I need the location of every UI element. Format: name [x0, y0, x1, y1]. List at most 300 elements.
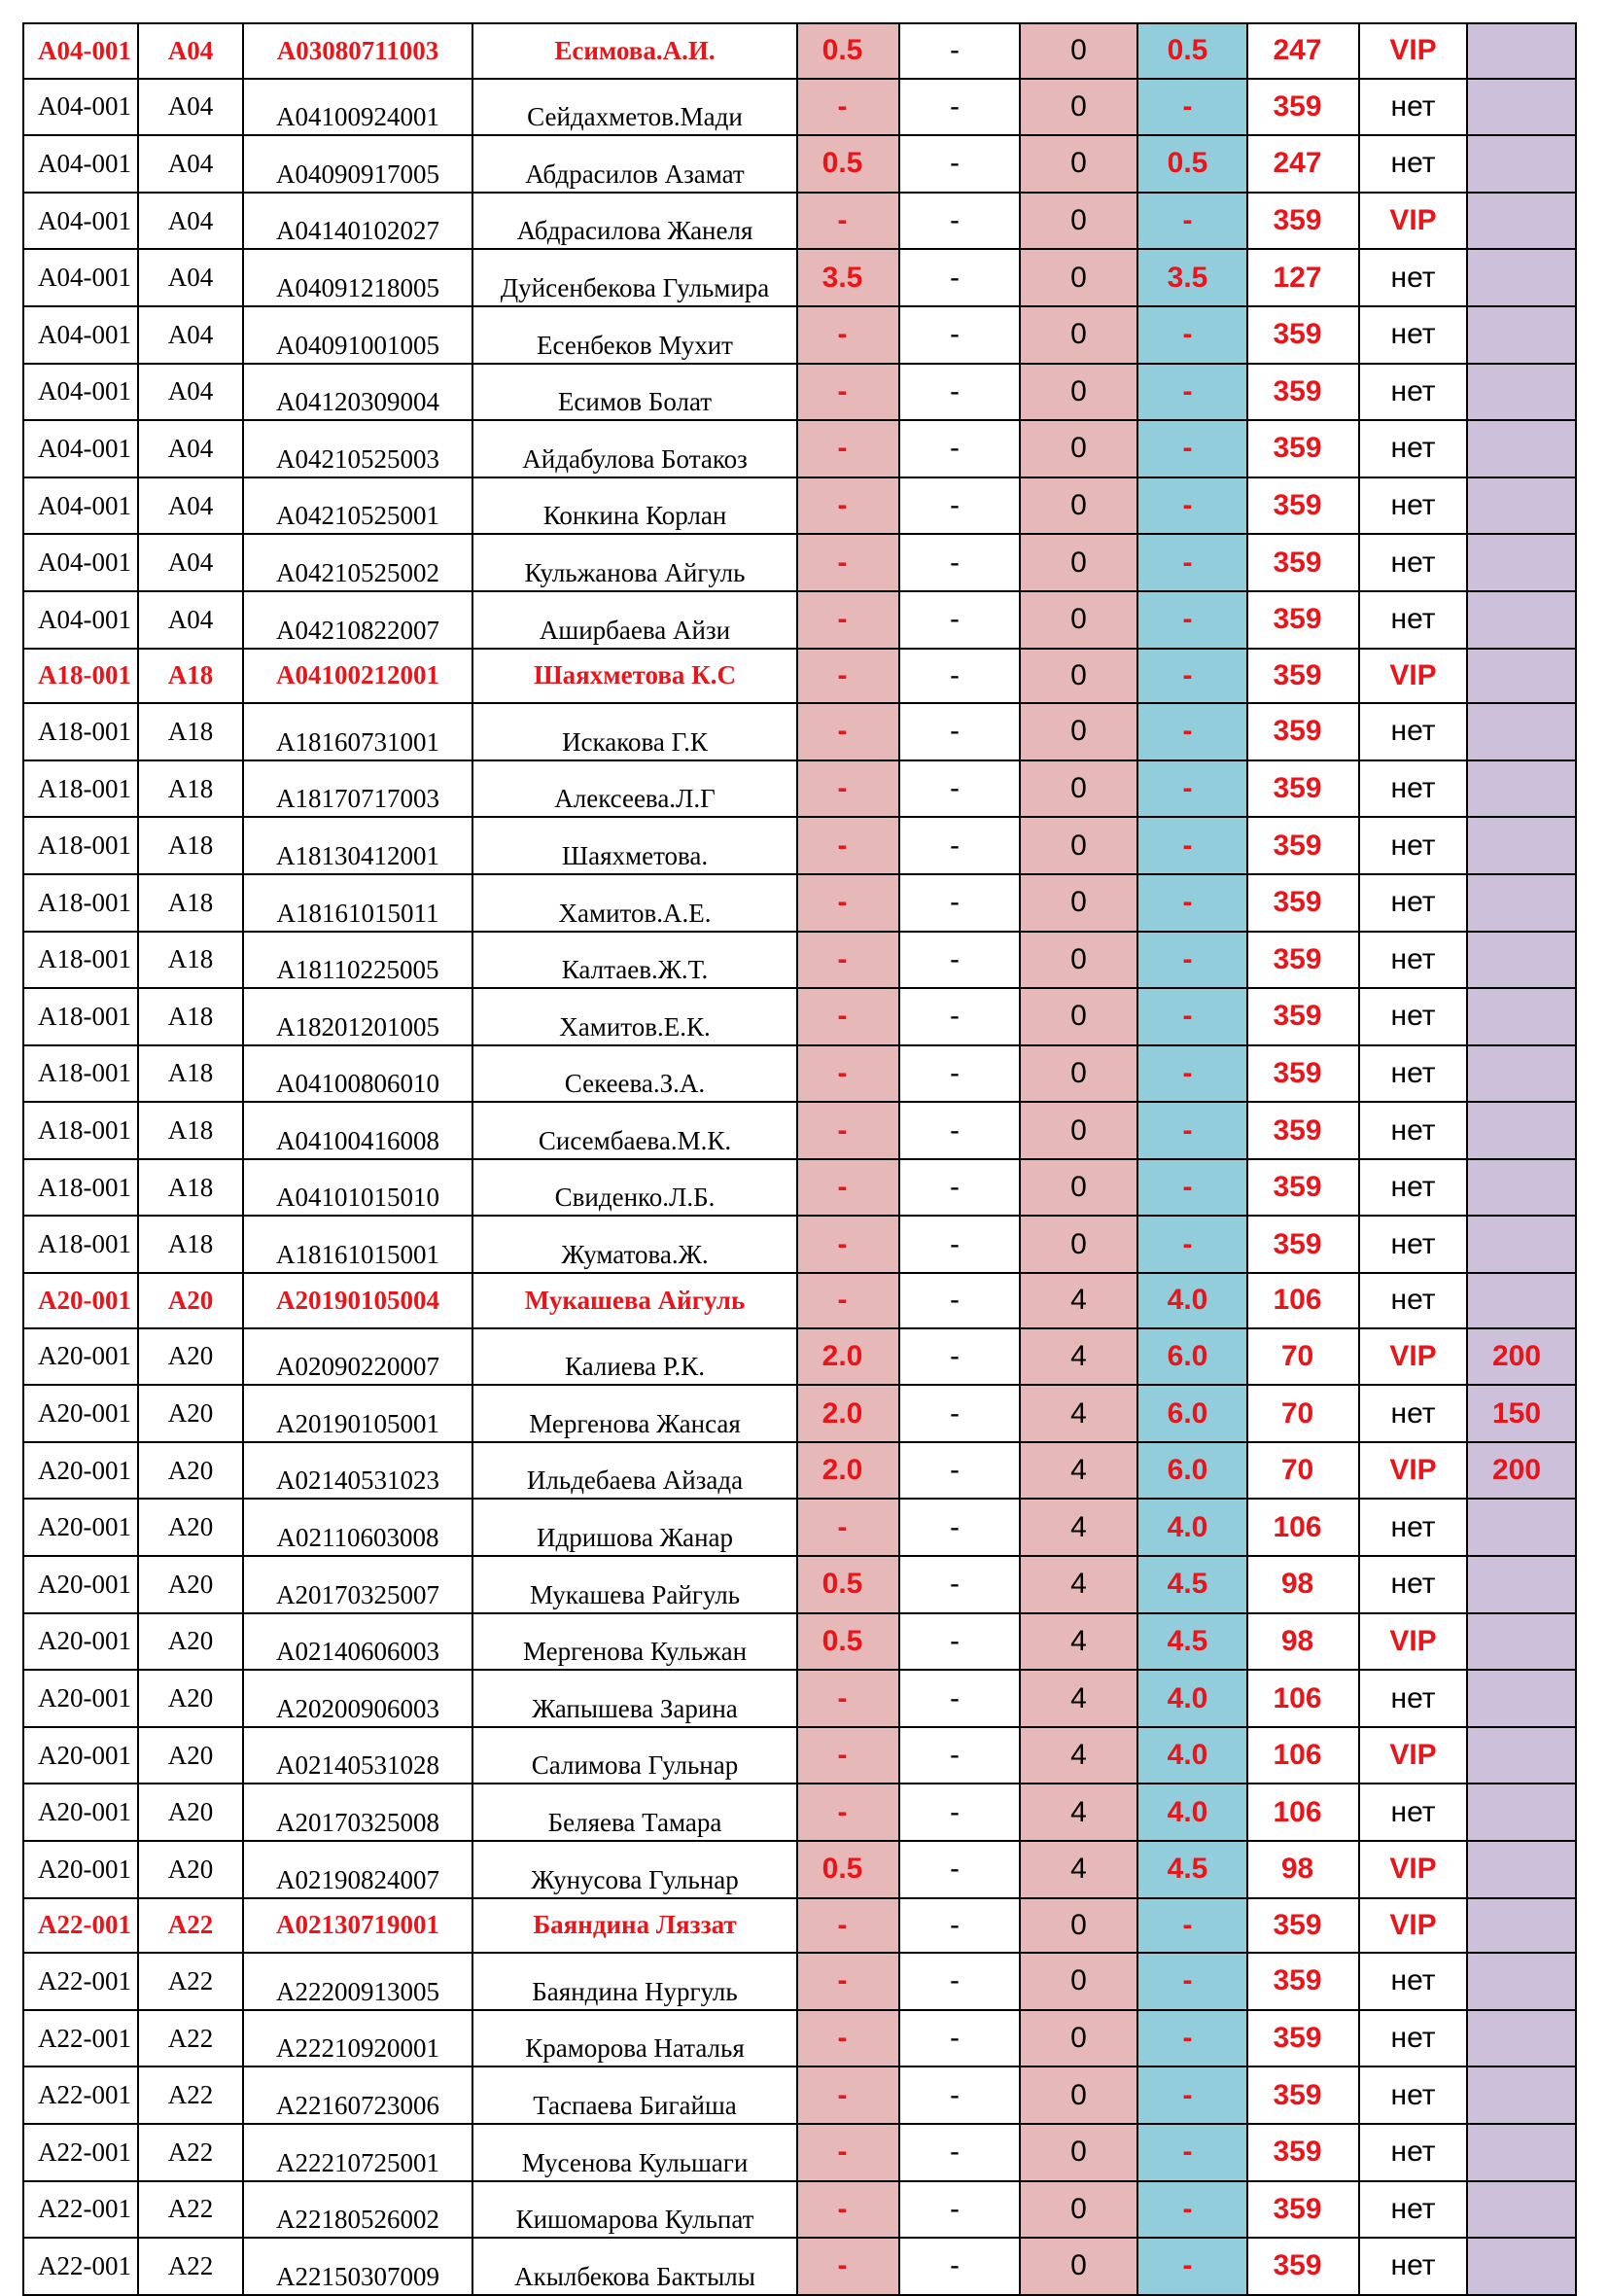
value-3-cell: 4	[1020, 1499, 1137, 1556]
value-2-cell: -	[899, 135, 1020, 193]
value-2-cell: -	[899, 649, 1020, 704]
value-2-cell: -	[899, 1273, 1020, 1328]
vip-status-cell: нет	[1359, 2010, 1467, 2067]
table-row	[23, 703, 1576, 760]
value-3-cell: 0	[1020, 591, 1137, 649]
total-value-cell: -	[1137, 477, 1247, 535]
group-code-cell: A04	[138, 534, 243, 591]
member-id-cell: A18110225005	[243, 932, 472, 989]
group-code-cell: A04	[138, 135, 243, 193]
vip-status-cell: нет	[1359, 1385, 1467, 1442]
vip-status-cell: нет	[1359, 1159, 1467, 1217]
vip-status-cell: VIP	[1359, 193, 1467, 250]
bonus-cell	[1467, 23, 1576, 79]
value-3-cell: 4	[1020, 1784, 1137, 1841]
value-1-cell: -	[797, 2066, 899, 2124]
value-2-cell: -	[899, 249, 1020, 306]
value-2-cell: -	[899, 2238, 1020, 2295]
group-code-cell: A20	[138, 1784, 243, 1841]
total-value-cell: -	[1137, 874, 1247, 932]
table-row	[23, 306, 1576, 364]
rank-value-cell: 70	[1247, 1385, 1359, 1442]
total-value-cell: -	[1137, 1216, 1247, 1273]
group-code-cell: A04	[138, 591, 243, 649]
bonus-cell	[1467, 1102, 1576, 1159]
rank-value-cell: 106	[1247, 1499, 1359, 1556]
department-code-cell: A04-001	[23, 591, 138, 649]
member-name-cell: Есимова.А.И.	[472, 23, 797, 79]
department-code-cell: A18-001	[23, 760, 138, 818]
value-2-cell: -	[899, 988, 1020, 1045]
rank-value-cell: 359	[1247, 1898, 1359, 1954]
total-value-cell: 4.5	[1137, 1841, 1247, 1898]
member-id-cell: A18170717003	[243, 760, 472, 818]
department-code-cell: A20-001	[23, 1613, 138, 1671]
bonus-cell	[1467, 1159, 1576, 1217]
rank-value-cell: 359	[1247, 932, 1359, 989]
bonus-cell	[1467, 1670, 1576, 1727]
total-value-cell: 3.5	[1137, 249, 1247, 306]
member-name-cell: Таспаева Бигайша	[472, 2066, 797, 2124]
vip-status-cell: VIP	[1359, 649, 1467, 704]
member-id-cell: A04100212001	[243, 649, 472, 704]
member-id-cell: A02110603008	[243, 1499, 472, 1556]
member-name-cell: Жунусова Гульнар	[472, 1841, 797, 1898]
value-3-cell: 0	[1020, 420, 1137, 477]
bonus-cell	[1467, 760, 1576, 818]
vip-status-cell: нет	[1359, 591, 1467, 649]
member-id-cell: A20170325008	[243, 1784, 472, 1841]
member-id-cell: A04100924001	[243, 79, 472, 136]
value-1-cell: 0.5	[797, 23, 899, 79]
member-name-cell: Салимова Гульнар	[472, 1727, 797, 1784]
group-code-cell: A04	[138, 420, 243, 477]
table-row	[23, 2124, 1576, 2181]
total-value-cell: -	[1137, 1102, 1247, 1159]
bonus-cell	[1467, 2238, 1576, 2295]
vip-status-cell: нет	[1359, 1556, 1467, 1613]
department-code-cell: A22-001	[23, 2010, 138, 2067]
total-value-cell: -	[1137, 760, 1247, 818]
member-name-cell: Краморова Наталья	[472, 2010, 797, 2067]
value-1-cell: 2.0	[797, 1328, 899, 1386]
table-row	[23, 79, 1576, 136]
group-code-cell: A22	[138, 2010, 243, 2067]
total-value-cell: -	[1137, 932, 1247, 989]
total-value-cell: -	[1137, 1898, 1247, 1954]
value-3-cell: 0	[1020, 193, 1137, 250]
value-3-cell: 0	[1020, 817, 1137, 874]
bonus-cell: 150	[1467, 1385, 1576, 1442]
department-code-cell: A04-001	[23, 193, 138, 250]
value-1-cell: -	[797, 817, 899, 874]
value-2-cell: -	[899, 591, 1020, 649]
vip-status-cell: нет	[1359, 1784, 1467, 1841]
total-value-cell: 4.5	[1137, 1613, 1247, 1671]
value-2-cell: -	[899, 1898, 1020, 1954]
total-value-cell: -	[1137, 1159, 1247, 1217]
value-3-cell: 4	[1020, 1841, 1137, 1898]
group-code-cell: A18	[138, 703, 243, 760]
member-id-cell: A18161015011	[243, 874, 472, 932]
department-code-cell: A18-001	[23, 988, 138, 1045]
department-code-cell: A22-001	[23, 2066, 138, 2124]
group-code-cell: A04	[138, 306, 243, 364]
total-value-cell: -	[1137, 420, 1247, 477]
group-code-cell: A20	[138, 1613, 243, 1671]
value-2-cell: -	[899, 1442, 1020, 1500]
value-3-cell: 0	[1020, 874, 1137, 932]
group-code-cell: A18	[138, 1216, 243, 1273]
value-3-cell: 0	[1020, 249, 1137, 306]
value-2-cell: -	[899, 1045, 1020, 1103]
bonus-cell	[1467, 1953, 1576, 2010]
group-code-cell: A18	[138, 1045, 243, 1103]
member-id-cell: A20170325007	[243, 1556, 472, 1613]
total-value-cell: -	[1137, 79, 1247, 136]
department-code-cell: A22-001	[23, 2124, 138, 2181]
vip-status-cell: VIP	[1359, 1841, 1467, 1898]
member-name-cell: Абдрасилова Жанеля	[472, 193, 797, 250]
member-table	[22, 22, 1577, 2296]
table-row	[23, 1442, 1576, 1500]
value-1-cell: -	[797, 932, 899, 989]
value-3-cell: 4	[1020, 1442, 1137, 1500]
table-row	[23, 364, 1576, 421]
member-id-cell: A22200913005	[243, 1953, 472, 2010]
member-id-cell: A04210822007	[243, 591, 472, 649]
value-2-cell: -	[899, 703, 1020, 760]
total-value-cell: 0.5	[1137, 23, 1247, 79]
member-name-cell: Дуйсенбекова Гульмира	[472, 249, 797, 306]
value-3-cell: 0	[1020, 2010, 1137, 2067]
vip-status-cell: нет	[1359, 534, 1467, 591]
table-row	[23, 1613, 1576, 1671]
value-1-cell: -	[797, 703, 899, 760]
value-1-cell: 0.5	[797, 1613, 899, 1671]
bonus-cell	[1467, 2066, 1576, 2124]
member-id-cell: A20200906003	[243, 1670, 472, 1727]
vip-status-cell: нет	[1359, 1273, 1467, 1328]
value-3-cell: 0	[1020, 1102, 1137, 1159]
department-code-cell: A20-001	[23, 1328, 138, 1386]
department-code-cell: A20-001	[23, 1442, 138, 1500]
table-row	[23, 1556, 1576, 1613]
value-3-cell: 0	[1020, 23, 1137, 79]
vip-status-cell: нет	[1359, 2066, 1467, 2124]
department-code-cell: A22-001	[23, 2181, 138, 2239]
rank-value-cell: 359	[1247, 534, 1359, 591]
value-2-cell: -	[899, 420, 1020, 477]
member-id-cell: A04120309004	[243, 364, 472, 421]
bonus-cell	[1467, 2124, 1576, 2181]
vip-status-cell: нет	[1359, 1953, 1467, 2010]
value-3-cell: 0	[1020, 1216, 1137, 1273]
value-1-cell: -	[797, 1273, 899, 1328]
rank-value-cell: 98	[1247, 1613, 1359, 1671]
vip-status-cell: нет	[1359, 306, 1467, 364]
value-1-cell: -	[797, 1670, 899, 1727]
member-id-cell: A04210525003	[243, 420, 472, 477]
total-value-cell: -	[1137, 591, 1247, 649]
member-name-cell: Хамитов.Е.К.	[472, 988, 797, 1045]
vip-status-cell: нет	[1359, 1670, 1467, 1727]
bonus-cell	[1467, 1216, 1576, 1273]
total-value-cell: -	[1137, 2124, 1247, 2181]
value-1-cell: -	[797, 874, 899, 932]
bonus-cell	[1467, 1556, 1576, 1613]
value-2-cell: -	[899, 534, 1020, 591]
member-id-cell: A22210725001	[243, 2124, 472, 2181]
rank-value-cell: 106	[1247, 1784, 1359, 1841]
value-2-cell: -	[899, 1102, 1020, 1159]
table-row	[23, 1045, 1576, 1103]
group-code-cell: A22	[138, 1953, 243, 2010]
value-2-cell: -	[899, 306, 1020, 364]
value-1-cell: -	[797, 79, 899, 136]
value-1-cell: 2.0	[797, 1442, 899, 1500]
table-row	[23, 988, 1576, 1045]
rank-value-cell: 359	[1247, 2124, 1359, 2181]
value-2-cell: -	[899, 760, 1020, 818]
total-value-cell: 4.0	[1137, 1727, 1247, 1784]
rank-value-cell: 70	[1247, 1442, 1359, 1500]
bonus-cell	[1467, 193, 1576, 250]
vip-status-cell: нет	[1359, 817, 1467, 874]
value-1-cell: -	[797, 2238, 899, 2295]
member-id-cell: A04100806010	[243, 1045, 472, 1103]
member-id-cell: A03080711003	[243, 23, 472, 79]
value-1-cell: -	[797, 477, 899, 535]
member-id-cell: A02090220007	[243, 1328, 472, 1386]
rank-value-cell: 359	[1247, 364, 1359, 421]
value-1-cell: -	[797, 1045, 899, 1103]
value-1-cell: -	[797, 1953, 899, 2010]
value-1-cell: -	[797, 1727, 899, 1784]
table-row	[23, 1784, 1576, 1841]
department-code-cell: A20-001	[23, 1556, 138, 1613]
bonus-cell	[1467, 703, 1576, 760]
table-row	[23, 477, 1576, 535]
bonus-cell	[1467, 1045, 1576, 1103]
group-code-cell: A18	[138, 1102, 243, 1159]
bonus-cell	[1467, 477, 1576, 535]
member-name-cell: Идришова Жанар	[472, 1499, 797, 1556]
table-row	[23, 932, 1576, 989]
department-code-cell: A04-001	[23, 23, 138, 79]
rank-value-cell: 359	[1247, 193, 1359, 250]
department-code-cell: A20-001	[23, 1273, 138, 1328]
value-1-cell: -	[797, 1102, 899, 1159]
member-id-cell: A22210920001	[243, 2010, 472, 2067]
bonus-cell	[1467, 534, 1576, 591]
department-code-cell: A04-001	[23, 364, 138, 421]
total-value-cell: -	[1137, 817, 1247, 874]
total-value-cell: -	[1137, 1953, 1247, 2010]
member-name-cell: Мукашева Айгуль	[472, 1273, 797, 1328]
group-code-cell: A04	[138, 23, 243, 79]
table-row	[23, 1216, 1576, 1273]
value-3-cell: 4	[1020, 1670, 1137, 1727]
rank-value-cell: 359	[1247, 2010, 1359, 2067]
rank-value-cell: 359	[1247, 420, 1359, 477]
group-code-cell: A20	[138, 1328, 243, 1386]
group-leader-row	[23, 1273, 1576, 1328]
group-code-cell: A20	[138, 1499, 243, 1556]
bonus-cell	[1467, 649, 1576, 704]
group-code-cell: A18	[138, 1159, 243, 1217]
group-leader-row	[23, 649, 1576, 704]
value-2-cell: -	[899, 1953, 1020, 2010]
value-3-cell: 0	[1020, 364, 1137, 421]
member-name-cell: Конкина Корлан	[472, 477, 797, 535]
bonus-cell	[1467, 2010, 1576, 2067]
value-1-cell: -	[797, 2010, 899, 2067]
member-name-cell: Ильдебаева Айзада	[472, 1442, 797, 1500]
bonus-cell	[1467, 306, 1576, 364]
member-id-cell: A18130412001	[243, 817, 472, 874]
table-row	[23, 1328, 1576, 1386]
department-code-cell: A04-001	[23, 79, 138, 136]
group-code-cell: A04	[138, 193, 243, 250]
rank-value-cell: 359	[1247, 79, 1359, 136]
vip-status-cell: нет	[1359, 364, 1467, 421]
group-code-cell: A04	[138, 249, 243, 306]
bonus-cell	[1467, 988, 1576, 1045]
member-name-cell: Свиденко.Л.Б.	[472, 1159, 797, 1217]
value-1-cell: -	[797, 193, 899, 250]
member-id-cell: A18201201005	[243, 988, 472, 1045]
department-code-cell: A18-001	[23, 874, 138, 932]
member-name-cell: Сейдахметов.Мади	[472, 79, 797, 136]
value-3-cell: 0	[1020, 306, 1137, 364]
value-3-cell: 4	[1020, 1385, 1137, 1442]
group-leader-row	[23, 1898, 1576, 1954]
group-code-cell: A20	[138, 1727, 243, 1784]
value-2-cell: -	[899, 1556, 1020, 1613]
value-1-cell: -	[797, 1898, 899, 1954]
vip-status-cell: нет	[1359, 932, 1467, 989]
group-code-cell: A22	[138, 2124, 243, 2181]
vip-status-cell: нет	[1359, 1045, 1467, 1103]
vip-status-cell: нет	[1359, 760, 1467, 818]
department-code-cell: A20-001	[23, 1784, 138, 1841]
department-code-cell: A20-001	[23, 1385, 138, 1442]
value-1-cell: -	[797, 1784, 899, 1841]
value-1-cell: -	[797, 760, 899, 818]
total-value-cell: -	[1137, 2238, 1247, 2295]
total-value-cell: 6.0	[1137, 1442, 1247, 1500]
table-row	[23, 2010, 1576, 2067]
total-value-cell: -	[1137, 534, 1247, 591]
total-value-cell: 4.5	[1137, 1556, 1247, 1613]
value-3-cell: 0	[1020, 79, 1137, 136]
value-2-cell: -	[899, 1159, 1020, 1217]
rank-value-cell: 359	[1247, 1159, 1359, 1217]
value-1-cell: -	[797, 364, 899, 421]
table-row	[23, 1385, 1576, 1442]
group-code-cell: A04	[138, 79, 243, 136]
member-name-cell: Абдрасилов Азамат	[472, 135, 797, 193]
table-row	[23, 534, 1576, 591]
bonus-cell	[1467, 249, 1576, 306]
rank-value-cell: 359	[1247, 306, 1359, 364]
department-code-cell: A04-001	[23, 306, 138, 364]
value-3-cell: 0	[1020, 703, 1137, 760]
total-value-cell: 0.5	[1137, 135, 1247, 193]
member-id-cell: A18161015001	[243, 1216, 472, 1273]
member-id-cell: A20190105001	[243, 1385, 472, 1442]
vip-status-cell: VIP	[1359, 1727, 1467, 1784]
value-3-cell: 0	[1020, 2181, 1137, 2239]
bonus-cell	[1467, 1898, 1576, 1954]
member-name-cell: Айдабулова Ботакоз	[472, 420, 797, 477]
member-name-cell: Аширбаева Айзи	[472, 591, 797, 649]
group-code-cell: A20	[138, 1841, 243, 1898]
value-2-cell: -	[899, 2124, 1020, 2181]
value-3-cell: 0	[1020, 649, 1137, 704]
value-3-cell: 4	[1020, 1556, 1137, 1613]
department-code-cell: A20-001	[23, 1841, 138, 1898]
bonus-cell	[1467, 420, 1576, 477]
group-code-cell: A22	[138, 2181, 243, 2239]
total-value-cell: -	[1137, 2010, 1247, 2067]
vip-status-cell: нет	[1359, 703, 1467, 760]
table-row	[23, 2066, 1576, 2124]
table-row	[23, 591, 1576, 649]
table-row	[23, 1727, 1576, 1784]
value-3-cell: 0	[1020, 1045, 1137, 1103]
department-code-cell: A18-001	[23, 1159, 138, 1217]
member-name-cell: Мергенова Кульжан	[472, 1613, 797, 1671]
value-2-cell: -	[899, 1784, 1020, 1841]
table-row	[23, 874, 1576, 932]
vip-status-cell: нет	[1359, 79, 1467, 136]
value-1-cell: -	[797, 2181, 899, 2239]
member-name-cell: Баяндина Ляззат	[472, 1898, 797, 1954]
total-value-cell: -	[1137, 306, 1247, 364]
total-value-cell: -	[1137, 649, 1247, 704]
vip-status-cell: нет	[1359, 1499, 1467, 1556]
department-code-cell: A04-001	[23, 534, 138, 591]
group-code-cell: A18	[138, 988, 243, 1045]
member-name-cell: Мусенова Кульшаги	[472, 2124, 797, 2181]
rank-value-cell: 359	[1247, 2238, 1359, 2295]
total-value-cell: -	[1137, 193, 1247, 250]
group-code-cell: A04	[138, 364, 243, 421]
table-row	[23, 817, 1576, 874]
value-2-cell: -	[899, 2010, 1020, 2067]
member-id-cell: A04140102027	[243, 193, 472, 250]
value-1-cell: 0.5	[797, 1556, 899, 1613]
vip-status-cell: нет	[1359, 135, 1467, 193]
value-1-cell: -	[797, 1499, 899, 1556]
department-code-cell: A18-001	[23, 817, 138, 874]
vip-status-cell: нет	[1359, 2238, 1467, 2295]
value-3-cell: 0	[1020, 932, 1137, 989]
member-name-cell: Акылбекова Бактылы	[472, 2238, 797, 2295]
bonus-cell: 200	[1467, 1328, 1576, 1386]
group-code-cell: A22	[138, 2066, 243, 2124]
value-3-cell: 0	[1020, 2238, 1137, 2295]
value-2-cell: -	[899, 1670, 1020, 1727]
vip-status-cell: VIP	[1359, 1613, 1467, 1671]
member-id-cell: A02190824007	[243, 1841, 472, 1898]
value-2-cell: -	[899, 874, 1020, 932]
total-value-cell: 4.0	[1137, 1273, 1247, 1328]
group-code-cell: A18	[138, 932, 243, 989]
member-name-cell: Хамитов.А.Е.	[472, 874, 797, 932]
